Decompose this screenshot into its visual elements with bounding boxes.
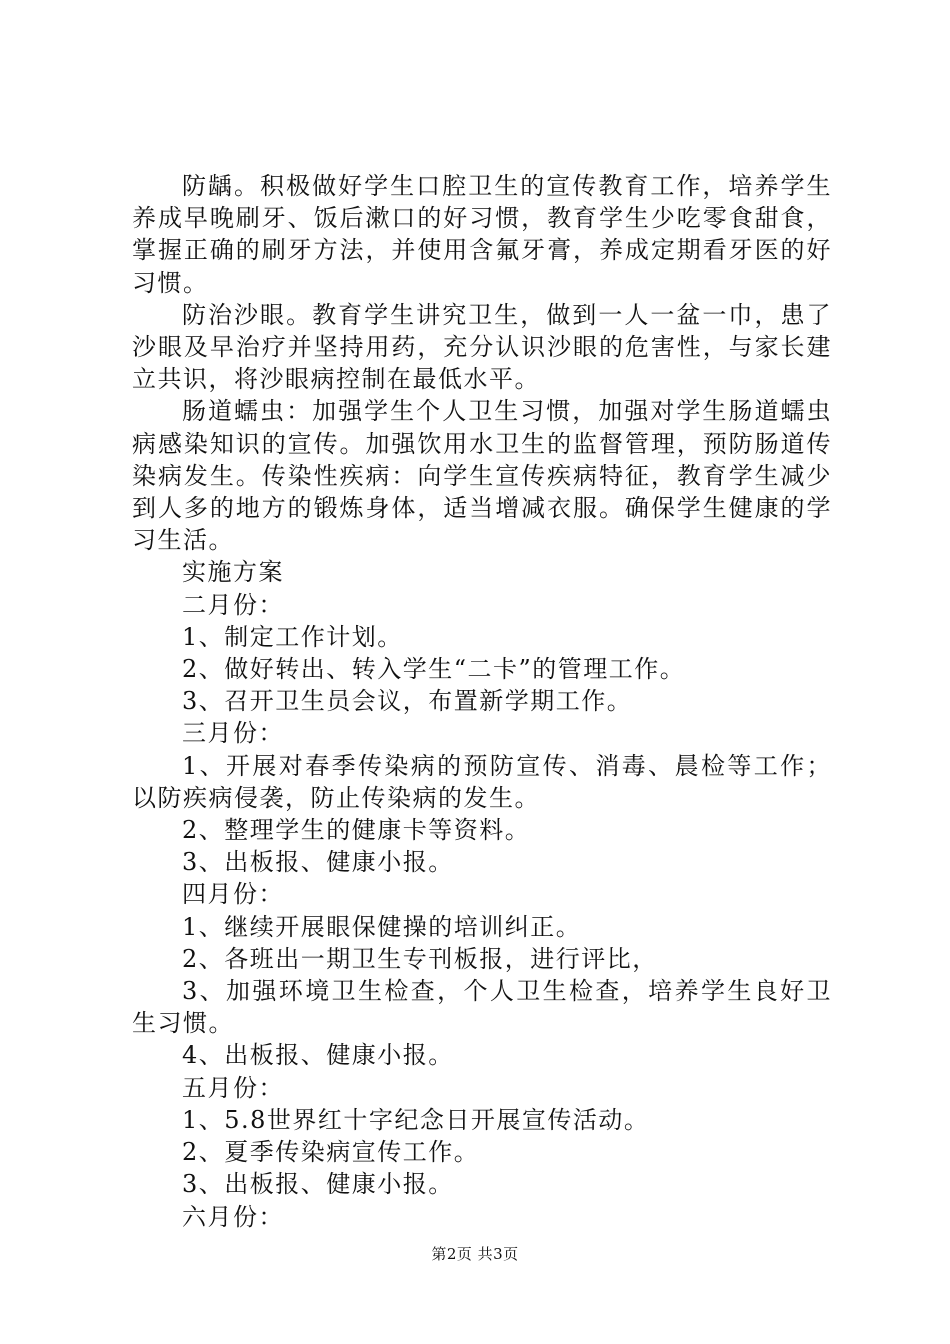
list-item: 3、出板报、健康小报。	[182, 1170, 454, 1199]
list-item: 1、继续开展眼保健操的培训纠正。	[182, 912, 582, 941]
page-number-footer: 第2页 共3页	[431, 1245, 519, 1263]
list-item: 1、制定工作计划。	[182, 622, 403, 651]
paragraph-caries: 防龋。积极做好学生口腔卫生的宣传教育工作，培养学生养成早晚刷牙、饭后漱口的好习惯，教育学生少吃零食甜食，掌握正确的刷牙方法，并使用含氟牙膏，养成定期看牙医的好习惯。	[132, 172, 832, 297]
list-item: 3、出板报、健康小报。	[182, 848, 454, 877]
document-body	[132, 170, 832, 1233]
month-heading-march: 三月份：	[182, 719, 284, 748]
month-heading-february: 二月份：	[182, 590, 284, 619]
list-item: 2、做好转出、转入学生“二卡”的管理工作。	[182, 655, 686, 684]
section-heading-plan: 实施方案	[182, 558, 284, 587]
month-heading-may: 五月份：	[182, 1073, 284, 1102]
list-item: 1、5.8世界红十字纪念日开展宣传活动。	[182, 1105, 650, 1134]
list-item: 1、开展对春季传染病的预防宣传、消毒、晨检等工作；以防疾病侵袭，防止传染病的发生。	[132, 751, 832, 812]
list-item: 3、加强环境卫生检查，个人卫生检查，培养学生良好卫生习惯。	[132, 977, 832, 1038]
list-item: 2、夏季传染病宣传工作。	[182, 1138, 480, 1167]
paragraph-trachoma: 防治沙眼。教育学生讲究卫生，做到一人一盆一巾，患了沙眼及早治疗并坚持用药，充分认识沙眼的危害性，与家长建立共识，将沙眼病控制在最低水平。	[132, 300, 832, 394]
month-heading-april: 四月份：	[182, 880, 284, 909]
month-heading-june: 六月份：	[182, 1202, 284, 1231]
list-item: 2、整理学生的健康卡等资料。	[182, 816, 531, 845]
paragraph-intestinal-worms: 肠道蠕虫：加强学生个人卫生习惯，加强对学生肠道蠕虫病感染知识的宣传。加强饮用水卫生的监督管理，预防肠道传染病发生。传染性疾病：向学生宣传疾病特征，教育学生减少到人多的地方的锻炼身体，适当增减衣服。确保学生健康的学习生活。	[132, 397, 832, 555]
list-item: 2、各班出一期卫生专刊板报，进行评比，	[182, 944, 658, 973]
list-item: 3、召开卫生员会议，布置新学期工作。	[182, 687, 633, 716]
list-item: 4、出板报、健康小报。	[182, 1041, 454, 1070]
